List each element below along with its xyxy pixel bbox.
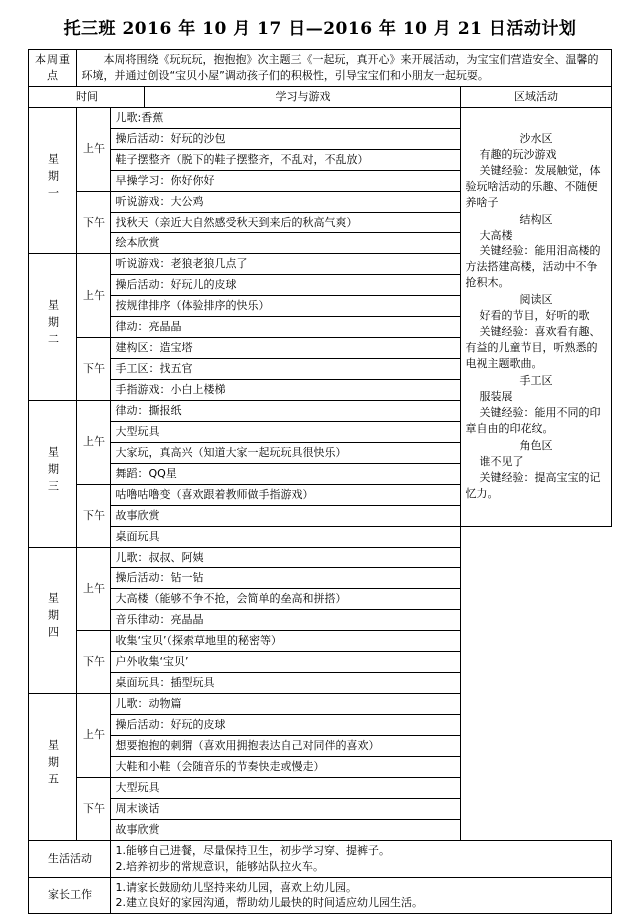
- period-pm: 下午: [77, 484, 111, 547]
- table-row: [29, 777, 611, 798]
- period-pm: 下午: [77, 777, 111, 840]
- parent-item: 1.请家长鼓励幼儿坚持来幼儿园，喜欢上幼儿园。: [115, 880, 357, 894]
- activity-item: 按规律排序（体验排序的快乐）: [111, 296, 461, 317]
- activity-item: 故事欣赏: [111, 819, 461, 840]
- header-area: 区域活动: [461, 86, 611, 107]
- area-sub: 谁不见了: [479, 454, 524, 468]
- table-row: [29, 652, 611, 673]
- area-item: [465, 373, 606, 437]
- page-title: 托三班 2016 年 10 月 17 日—2016 年 10 月 21 日活动计划: [63, 19, 577, 39]
- period-am: 上午: [77, 400, 111, 484]
- header-time: 时间: [29, 86, 145, 107]
- period-pm: 下午: [77, 631, 111, 694]
- activity-item: 大鞋和小鞋（会随音乐的节奏快走或慢走）: [111, 756, 461, 777]
- day-label-mon: 星期一: [29, 107, 77, 254]
- table-row: [29, 673, 611, 694]
- area-name: 结构区: [519, 212, 553, 226]
- label-life: 生活活动: [29, 840, 111, 877]
- day-label-wed: 星期三: [29, 400, 77, 547]
- parent-item: 2.建立良好的家园沟通，帮助幼儿最快的时间适应幼儿园生活。: [115, 896, 423, 910]
- activity-item: 鞋子摆整齐（脱下的鞋子摆整齐，不乱对，不乱放）: [111, 149, 461, 170]
- table-row: [29, 610, 611, 631]
- table-row: [29, 107, 611, 128]
- period-am: 上午: [77, 694, 111, 778]
- activity-item: 手指游戏：小白上楼梯: [111, 380, 461, 401]
- activity-item: 桌面玩具: [111, 526, 461, 547]
- table-row: [29, 568, 611, 589]
- area-key: 关键经验：发展触觉，体验玩啥活动的乐趣、不随便养啥子: [465, 163, 601, 209]
- activity-item: 绘本欣赏: [111, 233, 461, 254]
- table-row: [29, 798, 611, 819]
- area-key: 关键经验：喜欢看有趣、有益的儿童节目，听熟悉的电视主题歌曲。: [465, 325, 601, 371]
- activity-item: 咕噜咕噜变（喜欢跟着教师做手指游戏）: [111, 484, 461, 505]
- activity-item: 户外收集‘宝贝’: [111, 652, 461, 673]
- area-name: 手工区: [519, 373, 553, 387]
- table-row: [29, 694, 611, 715]
- area-activities-cell: [461, 107, 611, 526]
- activity-item: 儿歌:香蕉: [111, 107, 461, 128]
- area-sub: 有趣的玩沙游戏: [479, 147, 557, 161]
- area-sub: 大高楼: [479, 228, 513, 242]
- label-parent: 家长工作: [29, 877, 111, 914]
- area-sub: 服装展: [479, 389, 513, 403]
- activity-item: 操后活动：好玩的沙包: [111, 128, 461, 149]
- activity-item: 操后活动：钻一钻: [111, 568, 461, 589]
- area-item: [465, 438, 606, 502]
- day-label-thu: 星期四: [29, 547, 77, 694]
- activity-item: 律动：撕报纸: [111, 400, 461, 421]
- period-am: 上午: [77, 547, 111, 631]
- activity-item: 儿歌：动物篇: [111, 694, 461, 715]
- life-item: 1.能够自己进餐，尽量保持卫生，初步学习穿、提裤子。: [115, 843, 390, 857]
- table-row: [29, 819, 611, 840]
- activity-item: 手工区：找五官: [111, 359, 461, 380]
- area-item: [465, 131, 606, 211]
- activity-item: 大型玩具: [111, 777, 461, 798]
- table-row: [29, 735, 611, 756]
- area-key: 关键经验：能用不同的印章自由的印花纹。: [465, 405, 601, 435]
- day-label-tue: 星期二: [29, 254, 77, 401]
- area-item: [465, 292, 606, 372]
- plan-table: [28, 49, 611, 914]
- activity-item: 大家玩，真高兴（知道大家一起玩玩具很快乐）: [111, 442, 461, 463]
- table-row-life: [29, 840, 611, 877]
- table-row: [29, 526, 611, 547]
- activity-item: 操后活动：好玩儿的皮球: [111, 275, 461, 296]
- period-pm: 下午: [77, 191, 111, 254]
- area-name: 沙水区: [519, 131, 553, 145]
- day-label-fri: 星期五: [29, 694, 77, 841]
- activity-item: 音乐律动：亮晶晶: [111, 610, 461, 631]
- table-row: [29, 715, 611, 736]
- activity-item: 想要抱抱的刺猬（喜欢用拥抱表达自己对同伴的喜欢）: [111, 735, 461, 756]
- life-item: 2.培养初步的常规意识，能够站队拉火车。: [115, 859, 324, 873]
- area-key: 关键经验：能用泪高楼的方法搭建高楼，活动中不争抢积木。: [465, 244, 601, 290]
- area-name: 阅读区: [519, 293, 553, 307]
- activity-item: 大型玩具: [111, 421, 461, 442]
- table-row: [29, 589, 611, 610]
- activity-item: 听说游戏：大公鸡: [111, 191, 461, 212]
- table-row: [29, 547, 611, 568]
- header-learning: 学习与游戏: [145, 86, 461, 107]
- label-focus: 本周重点: [29, 50, 77, 87]
- area-key: 关键经验：提高宝宝的记忆力。: [465, 470, 601, 500]
- activity-item: 桌面玩具：插型玩具: [111, 673, 461, 694]
- activity-item: 收集‘宝贝’（探索草地里的秘密等）: [111, 631, 461, 652]
- table-row: [29, 631, 611, 652]
- area-name: 角色区: [519, 438, 553, 452]
- period-pm: 下午: [77, 338, 111, 401]
- focus-text: 本周将围绕《玩玩玩，抱抱抱》次主题三《一起玩，真开心》来开展活动，为宝宝们营造安全、温馨的环境，并通过创设“宝贝小屋”调动孩子们的积极性，引导宝宝们和小朋友一起玩耍。: [77, 50, 611, 87]
- period-am: 上午: [77, 107, 111, 191]
- activity-item: 故事欣赏: [111, 505, 461, 526]
- activity-item: 听说游戏：老狼老狼几点了: [111, 254, 461, 275]
- activity-item: 早操学习：你好你好: [111, 170, 461, 191]
- activity-item: 律动：亮晶晶: [111, 317, 461, 338]
- period-am: 上午: [77, 254, 111, 338]
- activity-item: 找秋天（亲近大自然感受秋天到来后的秋高气爽）: [111, 212, 461, 233]
- table-row-focus: [29, 50, 611, 87]
- area-sub: 好看的节目，好听的歌: [479, 309, 590, 323]
- activity-item: 大高楼（能够不争不抢，会简单的垒高和拼搭）: [111, 589, 461, 610]
- table-row-parent: [29, 877, 611, 914]
- parent-work-cell: [111, 877, 611, 914]
- activity-item: 舞蹈：QQ星: [111, 463, 461, 484]
- table-row: [29, 756, 611, 777]
- activity-item: 建构区：造宝塔: [111, 338, 461, 359]
- area-item: [465, 212, 606, 292]
- life-activities-cell: [111, 840, 611, 877]
- activity-item: 操后活动：好玩的皮球: [111, 715, 461, 736]
- activity-item: 儿歌：叔叔、阿姨: [111, 547, 461, 568]
- activity-item: 周末谈话: [111, 798, 461, 819]
- table-row-header: [29, 86, 611, 107]
